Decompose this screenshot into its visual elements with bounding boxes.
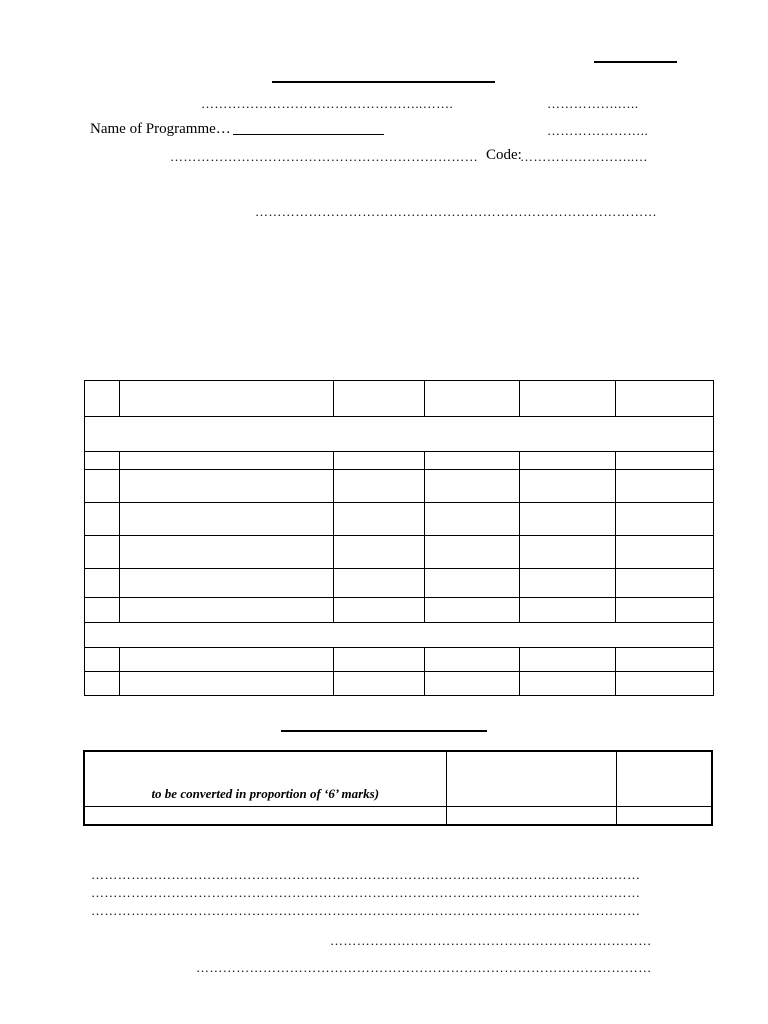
table-cell: [120, 503, 334, 536]
table-row: [85, 648, 714, 672]
table-cell: [616, 598, 714, 623]
table-cell: [334, 503, 425, 536]
footer-dotted-line-2[interactable]: ……………………………………………………………………………………………………………: [91, 885, 641, 900]
table-row: [85, 569, 714, 598]
table-cell: [520, 536, 616, 569]
table-cell: [616, 452, 714, 470]
table-cell: [334, 569, 425, 598]
table-cell: [425, 536, 520, 569]
table-cell: [520, 648, 616, 672]
table-header-row: [85, 381, 714, 417]
table-cell: [85, 536, 120, 569]
summary-title-rule: [281, 730, 487, 732]
table-cell: [616, 751, 712, 806]
table-cell: [616, 672, 714, 696]
table-cell: [520, 452, 616, 470]
table-section-cell: [85, 417, 714, 452]
table-cell: [425, 452, 520, 470]
table-cell: [520, 470, 616, 503]
table-cell: [616, 569, 714, 598]
table-cell: [120, 452, 334, 470]
table-cell: [425, 470, 520, 503]
programme-label: Name of Programme…: [90, 121, 231, 137]
table-cell: [85, 503, 120, 536]
summary-table: [83, 750, 713, 826]
summary-header-row: [84, 751, 712, 806]
footer-dotted-line-3[interactable]: ……………………………………………………………………………………………………………: [91, 903, 641, 918]
table-section-row: [85, 623, 714, 648]
table-cell: [334, 598, 425, 623]
table-cell: [425, 598, 520, 623]
table-row: [85, 598, 714, 623]
footer-dotted-line-1[interactable]: ……………………………………………………………………………………………………………: [91, 867, 641, 882]
table-cell: [425, 569, 520, 598]
header-field-f[interactable]: ………………………………………………………………………………: [255, 204, 657, 219]
table-cell: [334, 452, 425, 470]
table-cell: [520, 503, 616, 536]
table-row: [85, 470, 714, 503]
table-cell: [85, 381, 120, 417]
main-table: [84, 380, 714, 696]
table-section-row: [85, 417, 714, 452]
table-cell: [334, 381, 425, 417]
table-cell: [334, 648, 425, 672]
table-cell: [120, 598, 334, 623]
header-field-c[interactable]: …………………..: [547, 123, 649, 138]
table-cell: [85, 470, 120, 503]
code-field[interactable]: ……………………..…: [520, 149, 648, 164]
table-cell: [120, 648, 334, 672]
summary-note: to be converted in proportion of ‘6’ marks): [151, 785, 380, 801]
table-cell: [425, 648, 520, 672]
table-cell: [85, 672, 120, 696]
table-cell: [120, 536, 334, 569]
table-cell: [616, 381, 714, 417]
table-row: [85, 452, 714, 470]
table-cell: [616, 470, 714, 503]
header-field-d[interactable]: ……………………………………………………………: [170, 149, 479, 164]
table-cell: [425, 503, 520, 536]
table-cell: [616, 648, 714, 672]
programme-underline[interactable]: [233, 134, 384, 135]
table-cell: [85, 452, 120, 470]
table-cell: [120, 672, 334, 696]
table-cell: [520, 381, 616, 417]
table-cell: [425, 672, 520, 696]
top-right-rule: [594, 61, 677, 63]
table-cell: [85, 569, 120, 598]
table-cell: [520, 672, 616, 696]
table-cell: [334, 672, 425, 696]
table-cell: [616, 503, 714, 536]
header-field-a[interactable]: …………………………………………..…….: [201, 96, 453, 111]
table-cell[interactable]: [446, 806, 616, 825]
table-row: [85, 536, 714, 569]
table-row: [85, 672, 714, 696]
table-section-cell: [85, 623, 714, 648]
table-cell: [120, 470, 334, 503]
table-cell: [446, 751, 616, 806]
header-field-b[interactable]: …………….…..: [547, 96, 639, 111]
summary-row: [84, 806, 712, 825]
table-cell: [425, 381, 520, 417]
table-cell: [85, 648, 120, 672]
table-cell: [334, 470, 425, 503]
table-cell: [120, 569, 334, 598]
code-label: Code:: [486, 147, 522, 163]
summary-note-cell: [84, 751, 446, 806]
table-cell[interactable]: [616, 806, 712, 825]
table-cell: [520, 598, 616, 623]
table-cell: [520, 569, 616, 598]
table-cell[interactable]: [84, 806, 446, 825]
title-rule: [272, 81, 495, 83]
footer-dotted-line-5[interactable]: …………………………………………………………………………………………: [196, 960, 652, 975]
table-row: [85, 503, 714, 536]
table-cell: [85, 598, 120, 623]
footer-dotted-line-4[interactable]: ………………………………………………………………: [330, 933, 652, 948]
table-cell: [616, 536, 714, 569]
table-cell: [120, 381, 334, 417]
table-cell: [334, 536, 425, 569]
